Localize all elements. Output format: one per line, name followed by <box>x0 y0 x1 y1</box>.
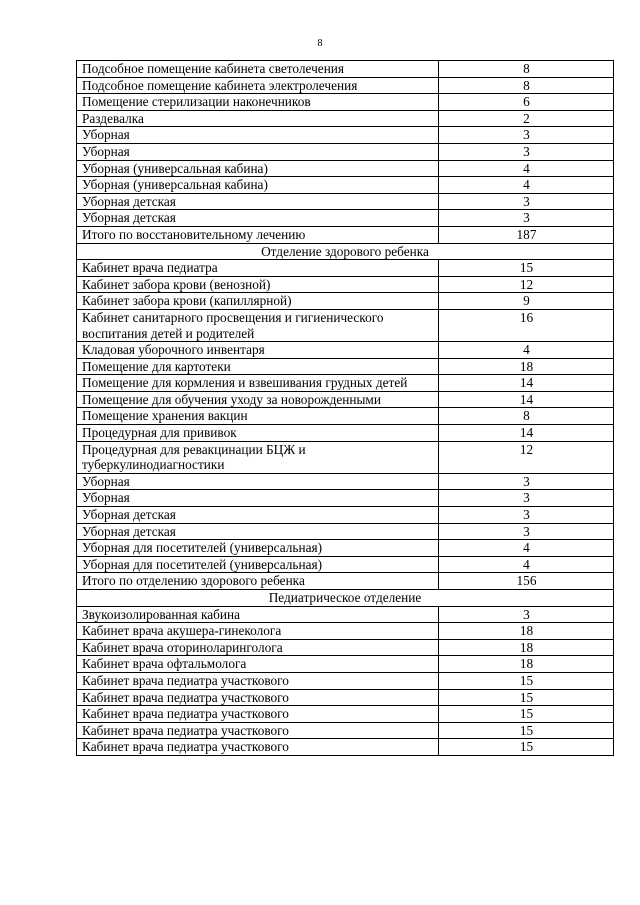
table-row <box>77 689 614 706</box>
table-row <box>77 375 614 392</box>
room-area-cell: 3 <box>439 143 614 160</box>
table-row <box>77 293 614 310</box>
room-name-cell: Процедурная для прививок <box>77 425 439 442</box>
room-area-cell: 3 <box>439 127 614 144</box>
table-row <box>77 656 614 673</box>
room-name-cell: Уборная детская <box>77 523 439 540</box>
table-row <box>77 473 614 490</box>
room-name-cell: Кабинет врача педиатра участкового <box>77 706 439 723</box>
room-area-cell: 18 <box>439 656 614 673</box>
room-name-cell: Звукоизолированная кабина <box>77 606 439 623</box>
table-row <box>77 177 614 194</box>
table-row <box>77 540 614 557</box>
room-name-cell: Кабинет врача педиатра участкового <box>77 689 439 706</box>
table-row <box>77 523 614 540</box>
room-area-cell: 14 <box>439 375 614 392</box>
table-row <box>77 425 614 442</box>
room-name-cell: Уборная для посетителей (универсальная) <box>77 540 439 557</box>
table-row <box>77 556 614 573</box>
rooms-table-body <box>77 61 614 756</box>
room-area-cell: 15 <box>439 672 614 689</box>
room-area-cell: 4 <box>439 556 614 573</box>
room-name-cell: Помещение хранения вакцин <box>77 408 439 425</box>
section-header-row <box>77 590 614 607</box>
table-row <box>77 342 614 359</box>
room-area-cell: 8 <box>439 77 614 94</box>
room-name-cell: Итого по отделению здорового ребенка <box>77 573 439 590</box>
room-area-cell: 3 <box>439 606 614 623</box>
room-name-cell: Подсобное помещение кабинета электролечения <box>77 77 439 94</box>
room-name-cell: Уборная <box>77 473 439 490</box>
room-name-cell: Кабинет врача оториноларинголога <box>77 639 439 656</box>
room-area-cell: 3 <box>439 523 614 540</box>
room-name-cell: Кабинет врача педиатра участкового <box>77 722 439 739</box>
table-row <box>77 408 614 425</box>
room-name-cell: Кабинет забора крови (венозной) <box>77 276 439 293</box>
table-row <box>77 94 614 111</box>
room-area-cell: 3 <box>439 490 614 507</box>
table-row <box>77 226 614 243</box>
room-name-cell: Итого по восстановительному лечению <box>77 226 439 243</box>
table-row <box>77 160 614 177</box>
table-row <box>77 490 614 507</box>
room-name-cell: Уборная <box>77 143 439 160</box>
room-area-cell: 9 <box>439 293 614 310</box>
room-area-cell: 15 <box>439 722 614 739</box>
room-name-cell: Помещение стерилизации наконечников <box>77 94 439 111</box>
table-row <box>77 260 614 277</box>
room-name-cell: Уборная детская <box>77 507 439 524</box>
room-area-cell: 3 <box>439 507 614 524</box>
table-row <box>77 573 614 590</box>
room-area-cell: 3 <box>439 473 614 490</box>
room-name-cell: Уборная <box>77 127 439 144</box>
table-row <box>77 507 614 524</box>
table-row <box>77 309 614 341</box>
table-row <box>77 672 614 689</box>
table-row <box>77 143 614 160</box>
room-name-cell: Кабинет забора крови (капиллярной) <box>77 293 439 310</box>
room-area-cell: 18 <box>439 358 614 375</box>
room-area-cell: 4 <box>439 342 614 359</box>
room-name-cell: Уборная (универсальная кабина) <box>77 160 439 177</box>
room-area-cell: 156 <box>439 573 614 590</box>
room-name-cell: Уборная для посетителей (универсальная) <box>77 556 439 573</box>
room-name-cell: Кабинет врача педиатра участкового <box>77 739 439 756</box>
room-name-cell: Раздевалка <box>77 110 439 127</box>
room-area-cell: 15 <box>439 739 614 756</box>
room-name-cell: Кабинет врача акушера-гинеколога <box>77 623 439 640</box>
table-row <box>77 127 614 144</box>
table-row <box>77 110 614 127</box>
table-row <box>77 623 614 640</box>
room-name-cell: Помещение для обучения уходу за новорожденными <box>77 391 439 408</box>
table-row <box>77 61 614 78</box>
section-title: Отделение здорового ребенка <box>77 243 614 260</box>
page-number: 8 <box>317 38 323 49</box>
room-area-cell: 3 <box>439 193 614 210</box>
room-name-cell: Уборная детская <box>77 210 439 227</box>
room-area-cell: 4 <box>439 160 614 177</box>
room-area-cell: 15 <box>439 706 614 723</box>
room-name-cell: Уборная <box>77 490 439 507</box>
room-area-cell: 4 <box>439 177 614 194</box>
room-name-cell: Кабинет врача педиатра <box>77 260 439 277</box>
table-row <box>77 210 614 227</box>
room-area-cell: 12 <box>439 276 614 293</box>
room-area-cell: 18 <box>439 623 614 640</box>
table-row <box>77 358 614 375</box>
room-name-cell: Подсобное помещение кабинета светолечения <box>77 61 439 78</box>
table-row <box>77 441 614 473</box>
room-area-cell: 6 <box>439 94 614 111</box>
table-row <box>77 706 614 723</box>
rooms-table <box>76 60 614 756</box>
room-name-cell: Помещение для кормления и взвешивания грудных детей <box>77 375 439 392</box>
room-area-cell: 4 <box>439 540 614 557</box>
room-area-cell: 187 <box>439 226 614 243</box>
room-name-cell: Кабинет врача педиатра участкового <box>77 672 439 689</box>
room-area-cell: 12 <box>439 441 614 473</box>
room-area-cell: 8 <box>439 61 614 78</box>
section-title: Педиатрическое отделение <box>77 590 614 607</box>
room-area-cell: 16 <box>439 309 614 341</box>
table-row <box>77 722 614 739</box>
room-area-cell: 2 <box>439 110 614 127</box>
room-area-cell: 15 <box>439 689 614 706</box>
room-name-cell: Процедурная для ревакцинации БЦЖ и туберкулинодиагностики <box>77 441 439 473</box>
room-area-cell: 3 <box>439 210 614 227</box>
room-name-cell: Уборная детская <box>77 193 439 210</box>
room-name-cell: Кабинет санитарного просвещения и гигиенического воспитания детей и родителей <box>77 309 439 341</box>
room-name-cell: Кабинет врача офтальмолога <box>77 656 439 673</box>
section-header-row <box>77 243 614 260</box>
table-row <box>77 77 614 94</box>
room-area-cell: 8 <box>439 408 614 425</box>
table-row <box>77 391 614 408</box>
room-name-cell: Кладовая уборочного инвентаря <box>77 342 439 359</box>
room-area-cell: 15 <box>439 260 614 277</box>
room-name-cell: Уборная (универсальная кабина) <box>77 177 439 194</box>
table-row <box>77 276 614 293</box>
table-row <box>77 606 614 623</box>
table-row <box>77 639 614 656</box>
table-row <box>77 193 614 210</box>
room-area-cell: 18 <box>439 639 614 656</box>
room-area-cell: 14 <box>439 391 614 408</box>
room-area-cell: 14 <box>439 425 614 442</box>
room-name-cell: Помещение для картотеки <box>77 358 439 375</box>
table-row <box>77 739 614 756</box>
